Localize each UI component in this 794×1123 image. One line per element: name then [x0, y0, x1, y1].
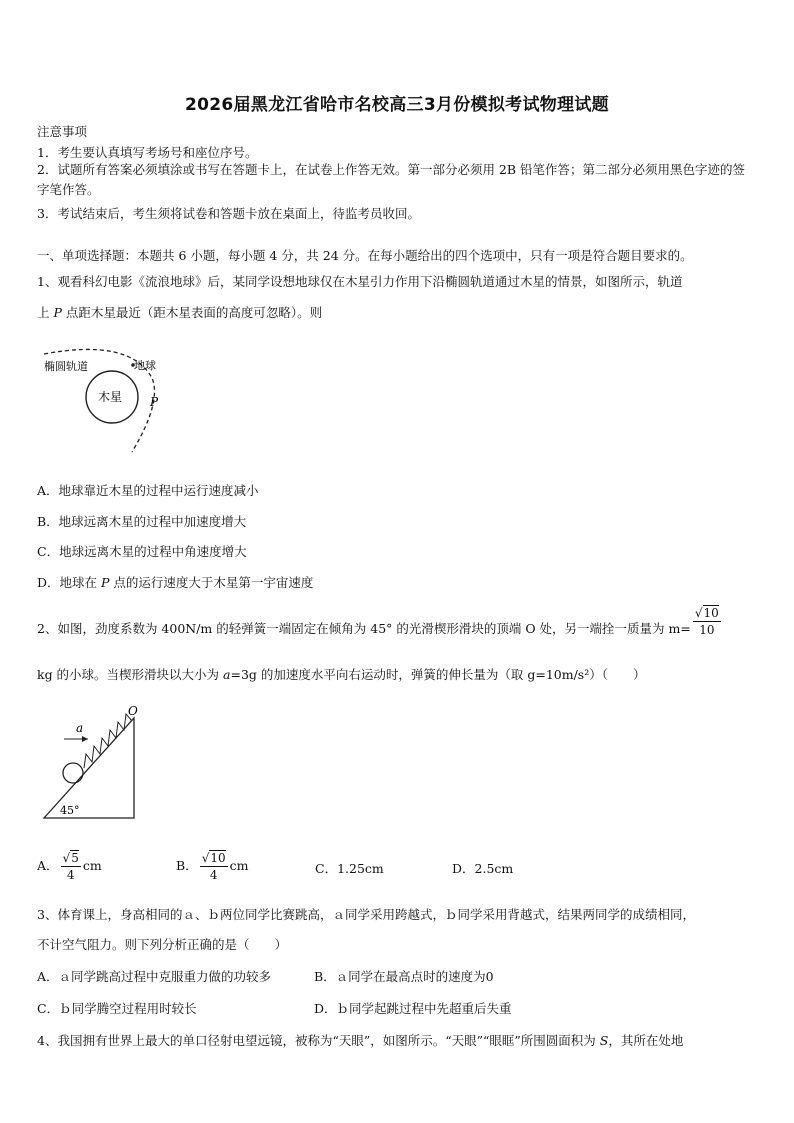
- q2-wedge: [44, 718, 134, 818]
- q2-option-c: C．1.25cm: [315, 861, 384, 876]
- q1-point-label: P: [150, 395, 159, 409]
- q1-option-b: B．地球远离木星的过程中加速度增大: [37, 514, 247, 529]
- q2-ball: [63, 763, 83, 783]
- notice-heading: 注意事项: [37, 124, 88, 139]
- exam-title: 2026届黑龙江省哈市名校高三3月份模拟考试物理试题: [185, 95, 609, 115]
- q2-stem-line1: 2、如图，劲度系数为 400N/m 的轻弹簧一端固定在倾角为 45° 的光滑楔形滑块的顶端 O 处，另一端拴一质量为 m= $\frac{√10}{10}$: [37, 606, 719, 637]
- q1-option-d: D．地球在 P 点的运行速度大于木星第一宇宙速度: [37, 575, 314, 590]
- q1-figure: [40, 340, 180, 460]
- q2-mass-fraction: $\frac{√10}{10}$: [694, 606, 719, 637]
- q1-earth-label: 地球: [134, 359, 156, 372]
- q4-stem-line1: 4、我国拥有世界上最大的单口径射电望远镜，被称为“天眼”，如图所示。“天眼”“眼眶”所围圆面积为 S，其所在处地: [37, 1033, 684, 1048]
- q1-option-a: A．地球靠近木星的过程中运行速度减小: [37, 483, 259, 498]
- notice-item-3: 3．考试结束后，考生须将试卷和答题卡放在桌面上，待监考员收回。: [37, 206, 420, 221]
- q3-option-b: B．ａ同学在最高点时的速度为0: [314, 969, 494, 984]
- q1-stem-line2: 上 P 点距木星最近（距木星表面的高度可忽略）。则: [37, 305, 323, 320]
- q1-orbit-label: 椭圆轨道: [44, 360, 88, 373]
- q3-option-d: D．ｂ同学起跳过程中先超重后失重: [314, 1001, 512, 1016]
- q2-stem-line2: kg 的小球。当楔形滑块以大小为 a=3g 的加速度水平向右运动时，弹簧的伸长量为（取 g=10m/s²）（ ）: [37, 667, 646, 682]
- q2-spring: [84, 714, 132, 768]
- q3-stem-line1: 3、体育课上，身高相同的ａ、ｂ两位同学比赛跳高，ａ同学采用跨越式，ｂ同学采用背越式，结果两同学的成绩相同，: [37, 907, 695, 922]
- section-heading: 一、单项选择题：本题共 6 小题，每小题 4 分，共 24 分。在每小题给出的四个选项中，只有一项是符合题目要求的。: [37, 248, 693, 263]
- q3-stem-line2: 不计空气阻力。则下列分析正确的是（ ）: [37, 937, 288, 952]
- q2-accel-label: a: [76, 721, 84, 735]
- q3-option-a: A．ａ同学跳高过程中克服重力做的功较多: [37, 969, 272, 984]
- q2-top-label: O: [128, 704, 138, 718]
- notice-item-2: 2．试题所有答案必须填涂或书写在答题卡上，在试卷上作答无效。第一部分必须用 2B 铅笔作答；第二部分必须用黑色字迹的签字笔作答。: [37, 162, 746, 197]
- q2-accel-arrowhead: [82, 736, 88, 742]
- q2-option-d: D．2.5cm: [452, 861, 514, 876]
- q2-option-a: A． $\frac{√5}{4}$ cm: [37, 851, 102, 882]
- q3-option-c: C．ｂ同学腾空过程用时较长: [37, 1001, 197, 1016]
- q2-angle-label: 45°: [60, 804, 80, 817]
- q1-option-c: C．地球远离木星的过程中角速度增大: [37, 544, 247, 559]
- q2-figure: [40, 702, 150, 824]
- q1-jupiter-label: 木星: [98, 390, 123, 404]
- q1-stem-line1: 1、观看科幻电影《流浪地球》后，某同学设想地球仅在木星引力作用下沿椭圆轨道通过木星的情景，如图所示，轨道: [37, 274, 683, 289]
- notice-item-1: 1．考生要认真填写考场号和座位序号。: [37, 145, 258, 160]
- q2-option-b: B． $\frac{√10}{4}$ cm: [176, 851, 249, 882]
